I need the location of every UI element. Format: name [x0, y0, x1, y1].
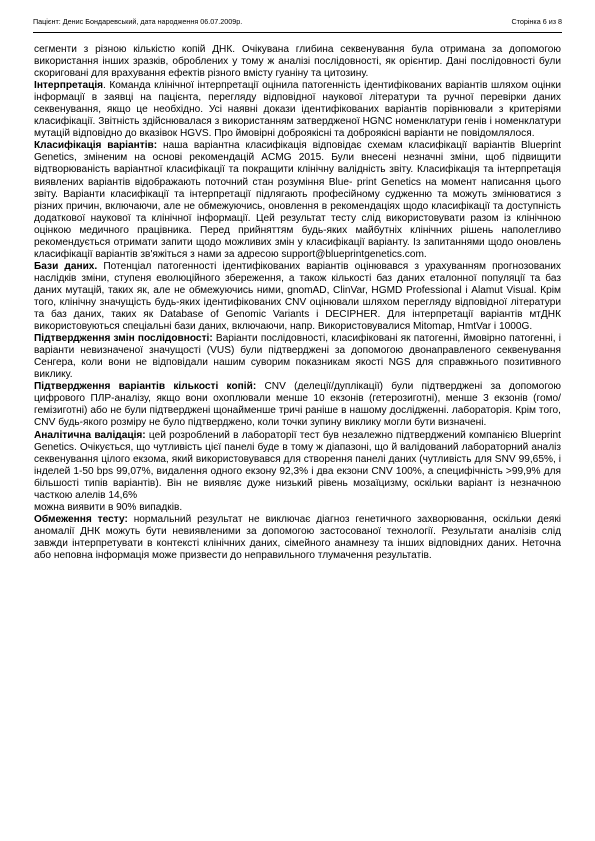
paragraph-heading: Підтвердження варіантів кількості копій: [34, 381, 257, 393]
paragraph-text: наша варіантна класифікація відповідає схемам класифікації варіантів Blueprint Genetics, зміненим на основі рекомендацій ACMG 2015. Були внесені незначні зміни, щоб підвищити відтворюваність варіантної класифікації та покращити клінічну валідність звіту. Класифікація та інтерпретація виявлених варіантів відображають поточний стан розуміння Blue- print Genetics на момент написання цього звіту. Варіанти класифікації та інтерпретації підлягають професійному судженню та можуть змінюватися з різних причин, включаючи, але не обмежуючись, оновлення в рекомендаціях щодо класифікації та доступність додаткової наукової та клінічної інформації. Цей результат тесту слід використовувати разом із клінічною оцінкою медичного працівника. Перед прийняттям будь-яких майбутніх клінічних рішень наполегливо рекомендується отримати запити щодо можливих змін у класифікації варіанту. Із запитаннями щодо оновлень класифікації варіантів зв'яжіться з нами за адресою support@blueprintgenetics.com. [34, 140, 562, 260]
paragraph-text-continuation: можна виявити в 90% випадків. [34, 501, 183, 513]
paragraph-analytical-validation [34, 430, 561, 514]
patient-info: Пацієнт: Денис Бондаревський, дата народження 06.07.2009р. [33, 17, 243, 26]
paragraph-text: Варіанти послідовності, класифіковані як патогенні, ймовірно патогенні, і варіанти невизначеної значущості (VUS) були підтверджені за допомогою двонаправленого секвенування Сенгера, коли вони не відповідали нашим суворим показникам якості NGS для справжнього позитивного виклику. [34, 333, 561, 381]
paragraph-text: сегменти з різною кількістю копій ДНК. Очікувана глибина секвенування була отримана за допомогою використання інших зразків, оброблених у тому ж аналізі послідовності, як орієнтир. Дані послідовності були скориговані для врахування ефектів різного вмісту гуаніну та цитозину. [34, 44, 561, 80]
paragraph-text: нормальний результат не виключає діагноз генетичного захворювання, оскільки деякі аномалії ДНК можуть бути невиявленими за допомогою застосованої технології. Результати аналізів слід завжди інтерпретувати в контексті клінічних даних, сімейного анамнезу та інших відповідних даних. Неточна або неповна інформація може призвести до неправильного тлумачення результатів. [34, 513, 562, 561]
paragraph-cnv-confirmation [34, 381, 561, 429]
paragraph-text: Потенціал патогенності ідентифікованих варіантів оцінювався з урахуванням прогнозованих наслідків зміни, ступеня еволюційного збереження, а також кількості баз даних еталонної популяції та баз даних мутацій, таких як, але не обмежуючись ними, gnomAD, ClinVar, HGMD Professional і Alamut Visual. Крім того, клінічну значущість будь-яких ідентифікованих CNV оцінювали шляхом перегляду відповідної літератури та баз даних, таких як Database of Genomic Variants і DECIPHER. Для інтерпретації варіантів мтДНК використовуються спеціальні бази даних, включаючи, напр. Використовувалися Mitomap, HmtVar і 1000G. [34, 260, 561, 333]
paragraph-variant-classification [34, 140, 561, 260]
report-body [34, 44, 561, 562]
paragraph-heading: Обмеження тесту: [34, 513, 128, 525]
paragraph-text: . Команда клінічної інтерпретації оцінила патогенність ідентифікованих варіантів шляхом оцінки інформації в заявці на пацієнта, перегляду відповідної наукової літератури та ручної перевірки даних секвенування, якщо це необхідно. Усі наявні докази ідентифікованих варіантів порівнювали з критеріями класифікації. Звітність здійснювалася з використанням затвердженої HGNC номенклатури генів і номенклатури мутацій відповідно до вказівок HGVS. Про ймовірні доброякісні та доброякісні варіанти не повідомлялося. [34, 80, 561, 140]
page-header [33, 10, 562, 33]
paragraph-heading: Класифікація варіантів: [34, 140, 158, 152]
paragraph-sequencing-depth [34, 44, 561, 80]
paragraph-heading: Аналітична валідація: [34, 429, 146, 441]
paragraph-heading: Бази даних. [34, 260, 98, 272]
paragraph-databases [34, 261, 561, 333]
paragraph-test-limitations [34, 514, 561, 562]
paragraph-text: цей розроблений в лабораторії тест був незалежно підтверджений компанією Blueprint Genetics. Очікується, що чутливість цієї панелі буде в тому ж діапазоні, що й валідований лабораторний аналіз секвенування цілого екзома, який використовувався для створення панелі даних (чутливість для SNV 99,65%, і інделей 1-50 bps 99,07%, видалення одного екзону 92,3% і два екзони CNV 100%, а специфічність >99,9% для більшості типів варіантів). Він не виявляє дуже низький рівень мозаїцизму, оскільки варіант із незначною часткою алелів 14,6% [34, 429, 561, 501]
paragraph-heading: Підтвердження змін послідовності: [34, 333, 213, 345]
page-number: Сторінка 6 из 8 [511, 17, 562, 26]
paragraph-heading: Інтерпретація [34, 80, 104, 92]
paragraph-text: CNV (делеції/дуплікації) були підтверджені за допомогою цифрового ПЛР-аналізу, якщо вони охоплювали менше 10 екзонів (гетерозиготні), менше 3 екзонів (гомо/гемізиготні) або не були підтверджені щонайменше тричі раніше в нашому дослідженні. лабораторія. Крім того, CNV будь-якого розміру не було підтверджено, коли точки зупину виклику могли бути визначені. [34, 381, 561, 429]
paragraph-sequence-confirmation [34, 333, 561, 381]
paragraph-interpretation [34, 80, 561, 140]
